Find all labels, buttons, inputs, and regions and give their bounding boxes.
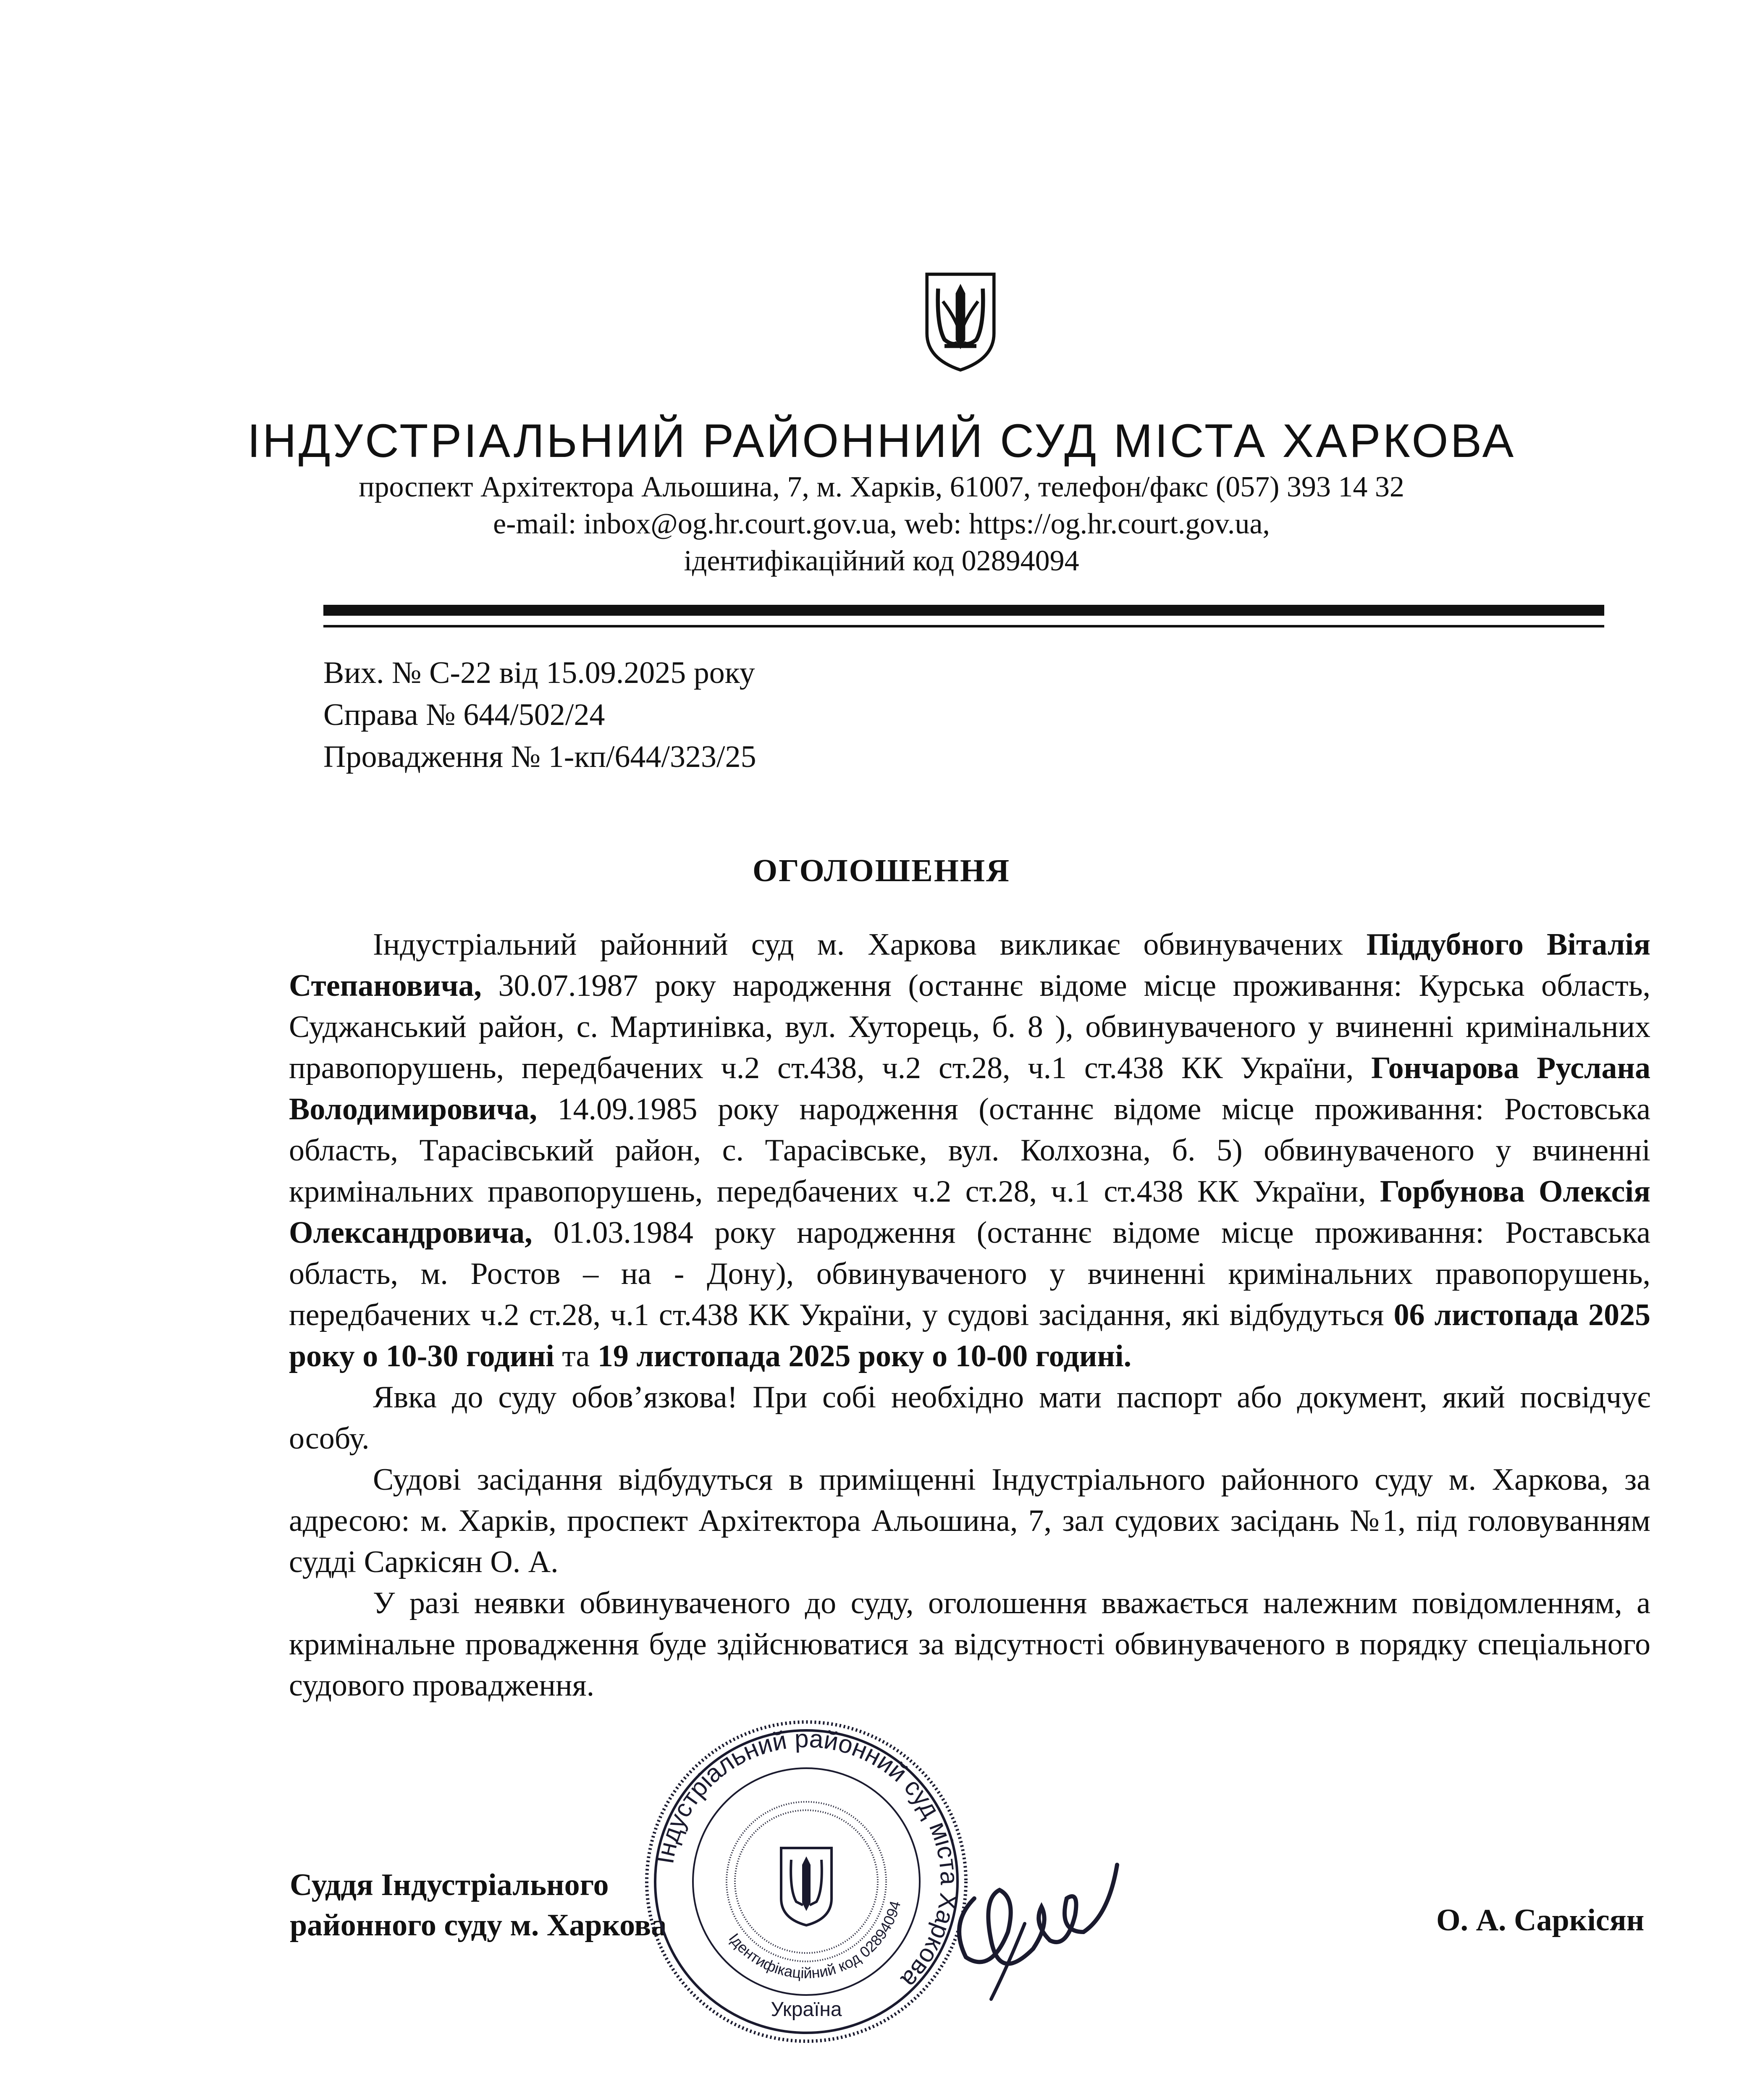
judge-position-line2: районного суду м. Харкова — [290, 1908, 667, 1942]
text: та — [554, 1339, 598, 1373]
judge-position — [290, 1865, 666, 1945]
coat-of-arms-icon — [921, 269, 1000, 374]
seal-country: Україна — [771, 1998, 842, 2021]
outgoing-number: Вих. № С-22 від 15.09.2025 року — [323, 656, 755, 690]
court-id-code: ідентифікаційний код 02894094 — [684, 545, 1079, 577]
court-seal-icon — [638, 1714, 974, 2050]
court-address: проспект Архітектора Альошина, 7, м. Харків, 61007, телефон/факс (057) 393 14 32 — [359, 471, 1404, 503]
accused-name-3: Горбунова Олексія Олександровича, — [289, 1174, 1650, 1250]
announcement-title: ОГОЛОШЕННЯ — [753, 853, 1010, 888]
venue-paragraph: Судові засідання відбудуться в приміщенні Індустріального районного суду м. Харкова, за адресою: м. Харків, проспект Архітектора Альошина, 7, зал судових засідань №1, під головуванням судді Саркісян О. А. — [289, 1462, 1650, 1579]
judge-signature-icon — [941, 1848, 1134, 2008]
case-number: Справа № 644/502/24 — [323, 698, 605, 732]
absence-paragraph: У разі неявки обвинуваченого до суду, оголошення вважається належним повідомленням, а кримінальне провадження буде здійснюватися за відсутності обвинуваченого в порядку спеціального судового провадження. — [289, 1586, 1650, 1703]
text: 01.03.1984 року народження (останнє відоме місце проживання: Роставська область, м. Ростов – на - Дону), обвинуваченого у вчиненні кримінальних правопорушень, передбачених ч.2 ст.28, ч.1 ст.438 КК України, у судові засідання, які відбудуться — [289, 1215, 1650, 1332]
hearing-date-2: 19 листопада 2025 року о 10-00 годині. — [597, 1339, 1132, 1373]
text: Індустріальний районний суд м. Харкова викликає обвинувачених — [373, 927, 1367, 962]
header-divider-thin — [323, 625, 1604, 627]
header-divider-thick — [323, 605, 1604, 616]
seal-outer-text: Індустріальний районний суд міста Харкова — [651, 1724, 964, 1994]
text: 14.09.1985 року народження (останнє відоме місце проживання: Ростовська область, Тарасівський район, с. Тарасівське, вул. Колхозна, б. 5) обвинуваченого у вчиненні кримінальних правопорушень, передбачених ч.2 ст.28, ч.1 ст.438 КК України, — [289, 1092, 1650, 1209]
court-contacts: e-mail: inbox@og.hr.court.gov.ua, web: https://og.hr.court.gov.ua, — [493, 508, 1270, 540]
accused-name-1: Піддубного Віталія Степановича, — [289, 927, 1650, 1003]
attendance-paragraph: Явка до суду обов’язкова! При собі необхідно мати паспорт або документ, який посвідчує особу. — [289, 1380, 1650, 1456]
seal-inner-text: Ідентифікаційний код 02894094 — [725, 1899, 904, 1982]
text: 30.07.1987 року народження (останнє відоме місце проживання: Курська область, Суджанський район, с. Мартинівка, вул. Хуторець, б. 8 ), обвинуваченого у вчиненні кримінальних правопорушень, передбачених ч.2 ст.438, ч.2 ст.28, ч.1 ст.438 КК України, — [289, 969, 1650, 1085]
summons-paragraph — [289, 924, 1650, 1377]
court-name: ІНДУСТРІАЛЬНИЙ РАЙОННИЙ СУД МІСТА ХАРКОВА — [247, 415, 1516, 467]
accused-name-2: Гончарова Руслана Володимировича, — [289, 1051, 1650, 1126]
proceeding-number: Провадження № 1-кп/644/323/25 — [323, 740, 756, 774]
judge-name: О. А. Саркісян — [1436, 1903, 1645, 1937]
hearing-date-1: 06 листопада 2025 року о 10-30 годині — [289, 1298, 1650, 1373]
judge-position-line1: Суддя Індустріального — [290, 1868, 609, 1902]
announcement-body — [289, 924, 1650, 1706]
secretary-signature-icon — [714, 2096, 899, 2100]
